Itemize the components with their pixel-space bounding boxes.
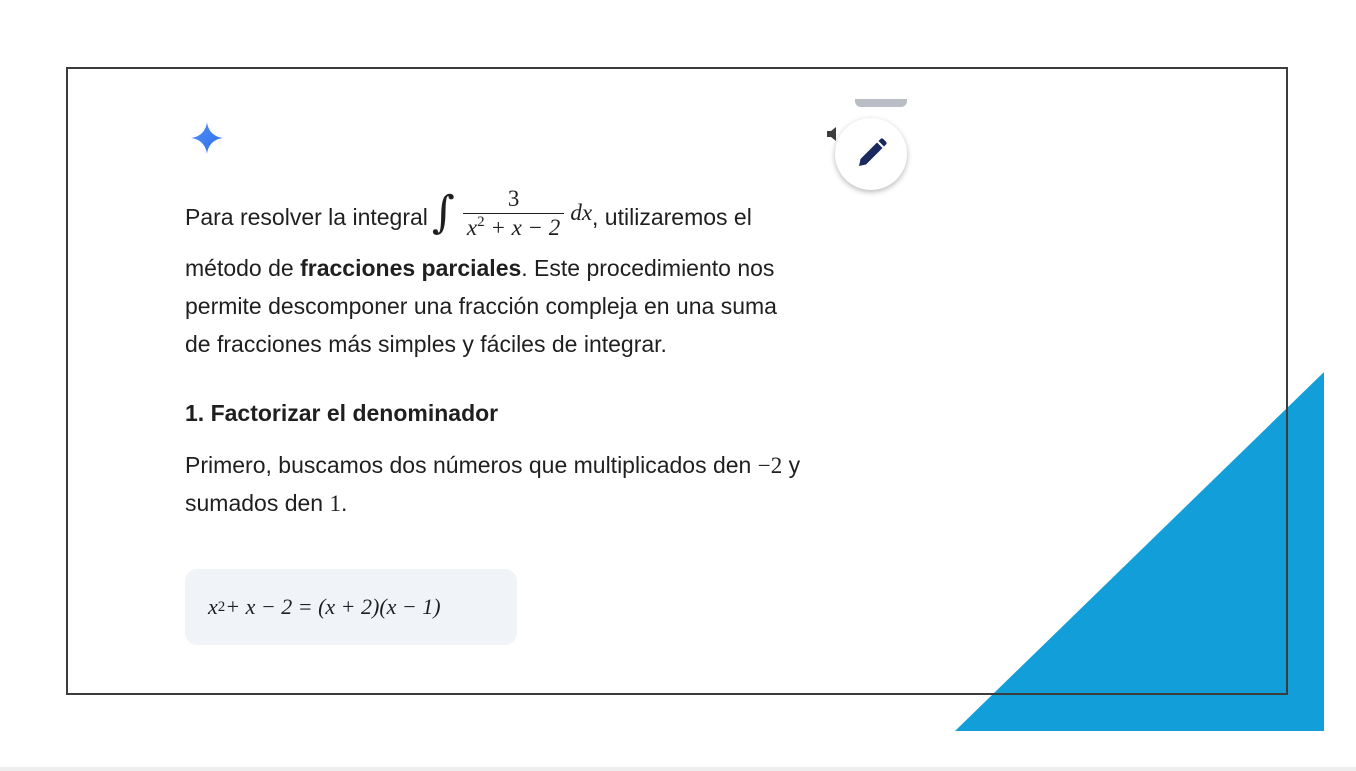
intro-prefix: Para resolver la integral <box>185 204 428 230</box>
paragraph-line-2 <box>185 249 774 287</box>
section-text-line-1 <box>185 446 800 485</box>
top-tab-handle <box>855 99 907 107</box>
section-text1-prefix: Primero, buscamos dos números que multiplicados den <box>185 452 758 478</box>
blue-triangle-decoration <box>955 372 1324 731</box>
equation-block: x 2 + x − 2 = (x + 2)(x − 1) <box>185 569 517 645</box>
section-text2-suffix: . <box>340 490 348 516</box>
integral-dx: dx <box>570 200 593 225</box>
edit-button[interactable] <box>835 118 907 190</box>
math-one: 1 <box>329 491 341 516</box>
section-text-line-2 <box>185 484 347 523</box>
pencil-icon <box>853 136 889 172</box>
bottom-strip <box>0 767 1356 771</box>
bold-term: fracciones parciales <box>300 255 522 281</box>
fraction-denominator: $x^2 + x - 2$ <box>463 213 564 242</box>
paragraph-line-4: de fracciones más simples y fáciles de integrar. <box>185 331 667 357</box>
equation-rest: + x − 2 = (x + 2)(x − 1) <box>225 594 441 619</box>
intro-suffix: , utilizaremos el <box>592 204 752 230</box>
paragraph-line-3: permite descomponer una fracción compleja en una suma <box>185 293 777 319</box>
gemini-sparkle-icon <box>189 120 225 156</box>
line2-prefix: método de <box>185 255 301 281</box>
intro-line <box>185 185 752 242</box>
math-neg-two: −2 <box>757 453 783 478</box>
integral-sign: ∫ <box>431 187 455 238</box>
fraction-numerator: 3 <box>507 185 520 211</box>
section-text1-suffix: y <box>782 452 801 478</box>
integral-fraction <box>463 185 564 242</box>
line2-suffix: . Este procedimiento nos <box>521 255 775 281</box>
integral-expression <box>428 185 592 242</box>
section-text2-prefix: sumados den <box>185 490 330 516</box>
section-heading: 1. Factorizar el denominador <box>185 400 499 426</box>
equation-base: x <box>208 594 218 619</box>
